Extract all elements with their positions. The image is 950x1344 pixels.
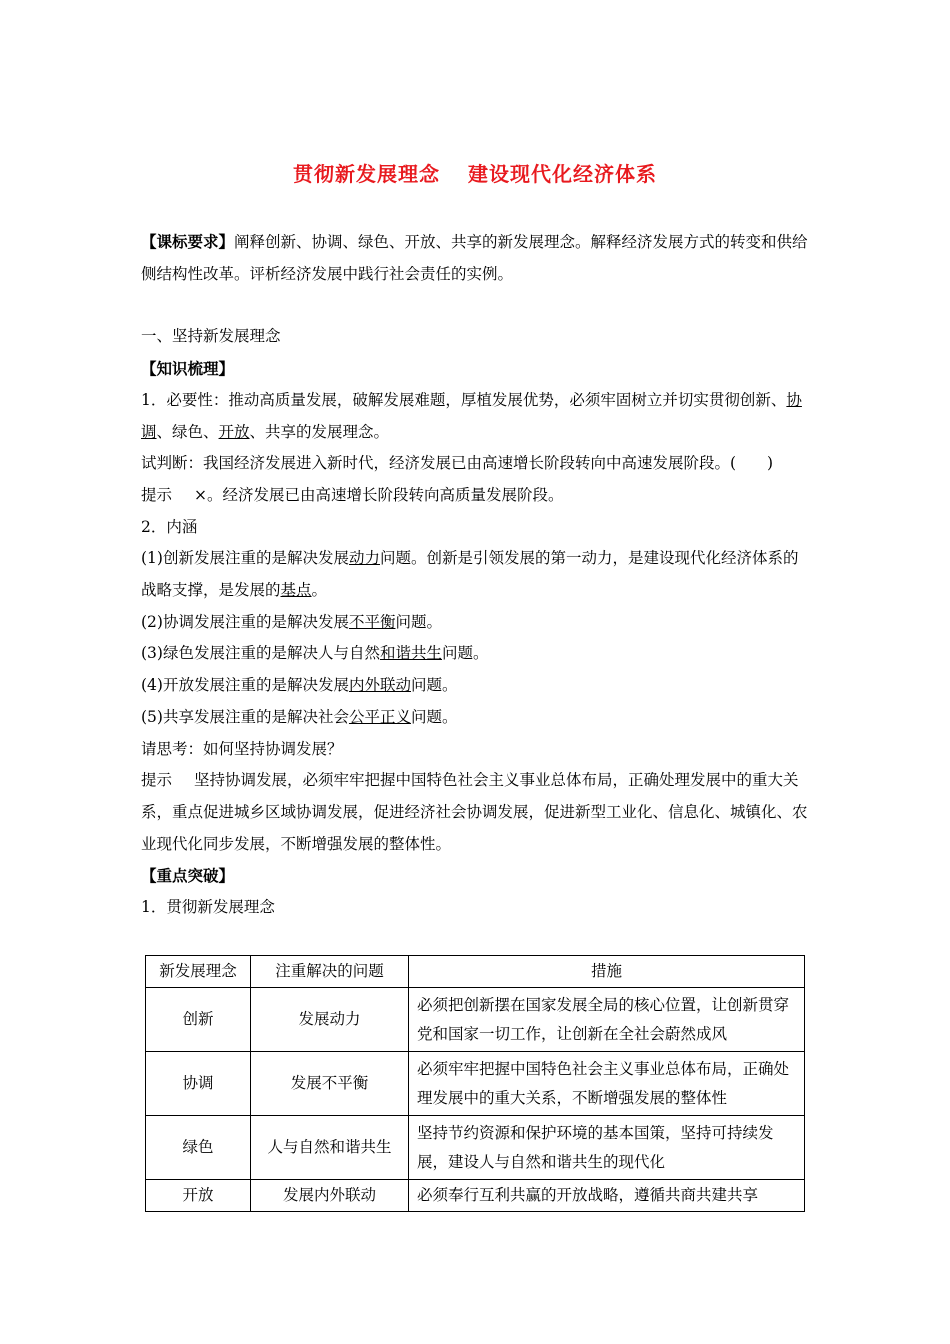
table-cell: 发展动力 (251, 988, 409, 1052)
development-concepts-table (145, 955, 805, 1212)
title-part2: 建设现代化经济体系 (468, 162, 657, 186)
connotation-4-underline: 内外联动 (348, 676, 411, 695)
connotation-heading: 2．内涵 (141, 517, 198, 536)
judge-question: 试判断：我国经济发展进入新时代，经济发展已由高速增长阶段转向中高速发展阶段。( ) (141, 454, 774, 473)
hint-1 (141, 480, 811, 512)
table-header: 新发展理念 (146, 956, 251, 988)
page-title (0, 158, 950, 187)
table-cell: 坚持节约资源和保护环境的基本国策，坚持可持续发展，建设人与自然和谐共生的现代化 (409, 1116, 805, 1180)
hint-2-label: 提示 (141, 771, 173, 790)
table-row (146, 1052, 805, 1116)
table-cell: 必须牢牢把握中国特色社会主义事业总体布局，正确处理发展中的重大关系，不断增强发展的整体性 (409, 1052, 805, 1116)
key-label: 【重点突破】 (141, 866, 235, 886)
connotation-3-post: 问题。 (441, 644, 489, 663)
key-item-1: 1．贯彻新发展理念 (141, 898, 275, 917)
standard-paragraph (141, 226, 811, 290)
connotation-5 (141, 702, 811, 734)
knowledge-label: 【知识梳理】 (141, 359, 235, 379)
table-row (146, 1180, 805, 1212)
hint-1-text: ×。经济发展已由高速增长阶段转向高质量发展阶段。 (194, 485, 564, 504)
necessity-mid: 、绿色、 (156, 422, 219, 441)
connotation-5-pre: (5)共享发展注重的是解决社会 (141, 707, 349, 726)
connotation-5-post: 问题。 (410, 707, 458, 726)
standard-text: 阐释创新、协调、绿色、开放、共享的新发展理念。解释经济发展方式的转变和供给侧结构性改革。评析经济发展中践行社会责任的实例。 (141, 233, 808, 283)
table-cell: 开放 (146, 1180, 251, 1212)
connotation-4-post: 问题。 (410, 676, 458, 695)
connotation-1-post: 问题。创新是引领发展的第一动力，是建设现代化经济体系的战略支撑，是发展的 (141, 549, 799, 600)
necessity-suffix: 、共享的发展理念。 (249, 422, 390, 441)
connotation-2 (141, 607, 811, 639)
connotation-1-underline: 动力 (348, 549, 380, 568)
connotation-3-underline: 和谐共生 (379, 644, 442, 663)
table-header-row (146, 956, 805, 988)
table-header: 注重解决的问题 (251, 956, 409, 988)
table-cell: 发展内外联动 (251, 1180, 409, 1212)
necessity-prefix: 1．必要性：推动高质量发展，破解发展难题，厚植发展优势，必须牢固树立并切实贯彻创新、 (141, 390, 787, 409)
connotation-4-pre: (4)开放发展注重的是解决发展 (141, 676, 349, 695)
table-cell: 必须奉行互利共赢的开放战略，遵循共商共建共享 (409, 1180, 805, 1212)
table-cell: 必须把创新摆在国家发展全局的核心位置，让创新贯穿党和国家一切工作，让创新在全社会蔚然成风 (409, 988, 805, 1052)
standard-label: 【课标要求】 (141, 232, 235, 251)
table-cell: 发展不平衡 (251, 1052, 409, 1116)
connotation-1-pre: (1)创新发展注重的是解决发展 (141, 549, 349, 568)
necessity-underline-1: 协调 (141, 390, 802, 441)
table-cell: 人与自然和谐共生 (251, 1116, 409, 1180)
table-header: 措施 (409, 956, 805, 988)
necessity-underline-2: 开放 (218, 422, 250, 441)
connotation-1 (141, 543, 811, 606)
necessity-paragraph (141, 385, 811, 448)
connotation-5-underline: 公平正义 (348, 707, 411, 726)
hint-2 (141, 765, 811, 860)
connotation-4 (141, 670, 811, 702)
title-part1: 贯彻新发展理念 (293, 162, 440, 186)
connotation-2-pre: (2)协调发展注重的是解决发展 (141, 612, 349, 631)
connotation-3-pre: (3)绿色发展注重的是解决人与自然 (141, 644, 380, 663)
table-cell: 绿色 (146, 1116, 251, 1180)
table-row (146, 1116, 805, 1180)
hint-1-label: 提示 (141, 485, 173, 504)
connotation-3 (141, 638, 811, 670)
connotation-2-underline: 不平衡 (348, 612, 396, 631)
table-cell: 协调 (146, 1052, 251, 1116)
hint-2-text: 坚持协调发展，必须牢牢把握中国特色社会主义事业总体布局，正确处理发展中的重大关系，重点促进城乡区域协调发展，促进经济社会协调发展，促进新型工业化、信息化、城镇化、农业现代化同步发展，不断增强发展的整体性。 (141, 771, 808, 853)
table-cell: 创新 (146, 988, 251, 1052)
connotation-1-end: 。 (311, 581, 328, 600)
connotation-1-underline-2: 基点 (280, 581, 312, 600)
section1-heading: 一、坚持新发展理念 (141, 327, 281, 346)
main-content (141, 226, 811, 924)
think-question: 请思考：如何坚持协调发展？ (141, 739, 343, 758)
table-row (146, 988, 805, 1052)
connotation-2-post: 问题。 (395, 612, 442, 631)
